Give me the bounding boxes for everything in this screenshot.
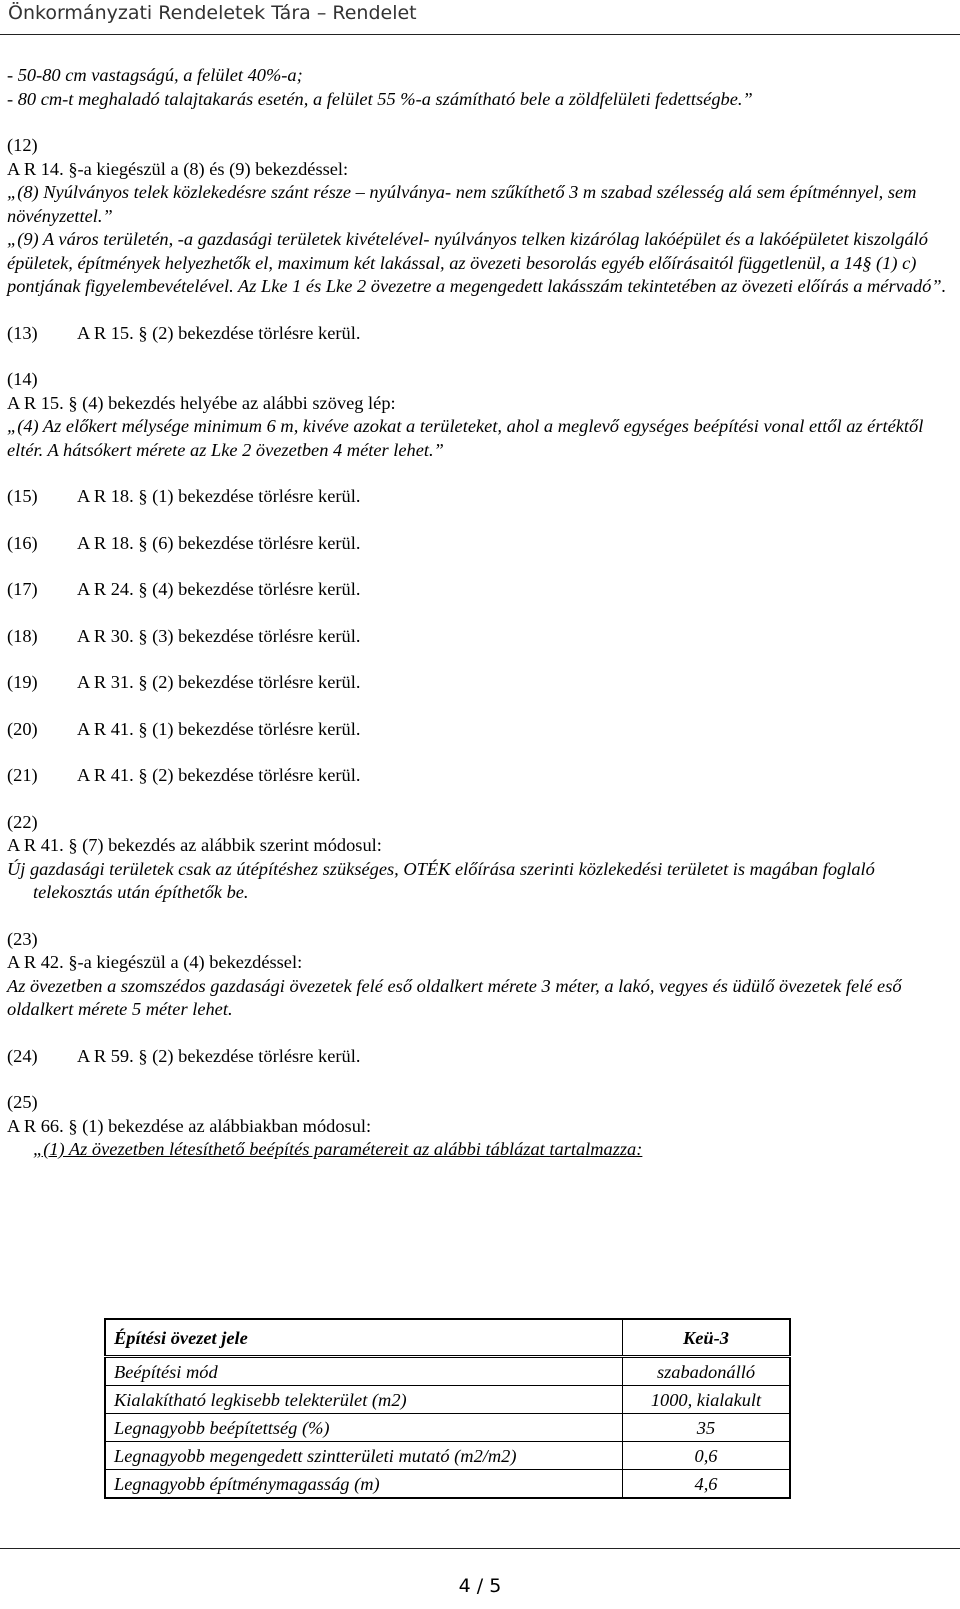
item-number: (25) [7, 1092, 38, 1112]
table-header-cell: Építési övezet jele [105, 1319, 623, 1357]
table-cell: szabadonálló [623, 1357, 791, 1386]
amendment-text-part: Az Lke 1 és Lke 2 övezetre a megengedett lakásszám tekintetében az övezeti előírás a mérvadó”. [233, 276, 947, 296]
item-number: (19) [7, 672, 38, 692]
item-line: A R 18. § (6) bekezdése törlésre kerül. [77, 532, 361, 553]
item-line: A R 14. §-a kiegészül a (8) és (9) bekezdéssel: [7, 158, 349, 179]
item-line: A R 30. § (3) bekezdése törlésre kerül. [77, 625, 361, 646]
item-number: (21) [7, 765, 38, 785]
table-row [105, 1357, 790, 1386]
amendment-text: „(8) Nyúlványos telek közlekedésre szánt része – nyúlványa- nem szűkíthető 3 m szabad szélesség alá sem építménnyel, sem növényzettel.” [7, 182, 917, 226]
table-row [105, 1442, 790, 1470]
footer-divider [0, 1548, 960, 1549]
item-row [7, 671, 947, 695]
parameters-table [104, 1318, 791, 1499]
page-header [0, 0, 960, 36]
item-line: A R 18. § (1) bekezdése törlésre kerül. [77, 486, 361, 506]
table-cell: 4,6 [623, 1470, 791, 1499]
item-line: A R 41. § (1) bekezdése törlésre kerül. [77, 718, 361, 739]
table-row [105, 1414, 790, 1442]
intro-line: - 50-80 cm vastagságú, a felület 40%-a; [7, 65, 303, 85]
amendment-text-part: „(9) A város területén, -a gazdasági területek kivételével- nyúlványos telken kizárólag lakóépület és a lakóépületet kiszolgáló épületek, építmények helyezhetők el, maximum két lakással, az övezeti besorolás egyéb előírásaitól függetlenül, a 14§ (1) c) pontjának figyelembevételével. [7, 229, 928, 296]
item-number: (20) [7, 718, 38, 739]
page-number: 4 / 5 [458, 1575, 502, 1597]
item-number: (14) [7, 369, 38, 389]
amendment-text [7, 228, 947, 299]
amendment-text: „(1) Az övezetben létesíthető beépítés paramétereit az alábbi táblázat tartalmazza: [33, 1139, 643, 1159]
amendment-text: Új gazdasági területek csak az útépítéshez szükséges, OTÉK előírása szerinti közlekedési területet is magában foglaló telekosztás után építhetők be. [7, 858, 875, 902]
item-line: A R 15. § (2) bekezdése törlésre kerül. [77, 322, 361, 343]
item-number: (15) [7, 486, 38, 506]
header-divider [0, 34, 960, 35]
item-line: A R 42. §-a kiegészül a (4) bekezdéssel: [7, 952, 303, 972]
item-row [7, 718, 947, 742]
amendment-text: „(4) Az előkert mélysége minimum 6 m, kivéve azokat a területeket, ahol a meglevő egységes beépítési vonal ettől az értéktől eltér. A hátsókert mérete az Lke 2 övezetben 4 méter lehet.” [7, 416, 924, 460]
item-number: (23) [7, 928, 38, 949]
document-body [7, 64, 947, 1162]
table-cell: 35 [623, 1414, 791, 1442]
item-number: (16) [7, 532, 38, 553]
item-row [7, 532, 947, 556]
item-row [7, 625, 947, 649]
item-line: A R 15. § (4) bekezdés helyébe az alábbi szöveg lép: [7, 392, 396, 413]
table-row [105, 1470, 790, 1499]
table-row [105, 1386, 790, 1414]
header-title: Önkormányzati Rendeletek Tára – Rendelet [8, 2, 417, 24]
item-line: A R 41. § (2) bekezdése törlésre kerül. [77, 765, 361, 785]
item-number: (22) [7, 811, 38, 832]
table-cell: Kialakítható legkisebb telekterület (m2) [105, 1386, 623, 1414]
item-line: A R 66. § (1) bekezdése az alábbiakban módosul: [7, 1115, 372, 1136]
item-row [7, 578, 947, 602]
item-number: (24) [7, 1045, 38, 1066]
item-number: (17) [7, 579, 38, 599]
item-row [7, 764, 947, 788]
item-line: A R 24. § (4) bekezdése törlésre kerül. [77, 579, 361, 599]
amendment-text: Az övezetben a szomszédos gazdasági övezetek felé eső oldalkert mérete 3 méter, a lakó, vegyes és üdülő övezetek felé eső oldalkert mérete 5 méter lehet. [7, 975, 902, 1019]
table-header-row [105, 1319, 790, 1357]
item-row [7, 322, 947, 346]
table-cell: 0,6 [623, 1442, 791, 1470]
item-line: A R 59. § (2) bekezdése törlésre kerül. [77, 1045, 361, 1066]
item-line: A R 31. § (2) bekezdése törlésre kerül. [77, 672, 361, 692]
table-cell: Legnagyobb építménymagasság (m) [105, 1470, 623, 1499]
table-cell: Legnagyobb beépítettség (%) [105, 1414, 623, 1442]
item-number: (12) [7, 135, 38, 155]
item-number: (18) [7, 625, 38, 646]
item-line: A R 41. § (7) bekezdés az alábbik szerint módosul: [7, 835, 382, 855]
table-cell: Legnagyobb megengedett szintterületi mutató (m2/m2) [105, 1442, 623, 1470]
item-row [7, 485, 947, 509]
table-cell: Beépítési mód [105, 1357, 623, 1386]
item-row [7, 1045, 947, 1069]
intro-line: - 80 cm-t meghaladó talajtakarás esetén, a felület 55 %-a számítható bele a zöldfelületi fedettségbe.” [7, 88, 753, 109]
table-cell: 1000, kialakult [623, 1386, 791, 1414]
item-number: (13) [7, 322, 38, 343]
table-header-cell: Keü-3 [623, 1319, 791, 1357]
